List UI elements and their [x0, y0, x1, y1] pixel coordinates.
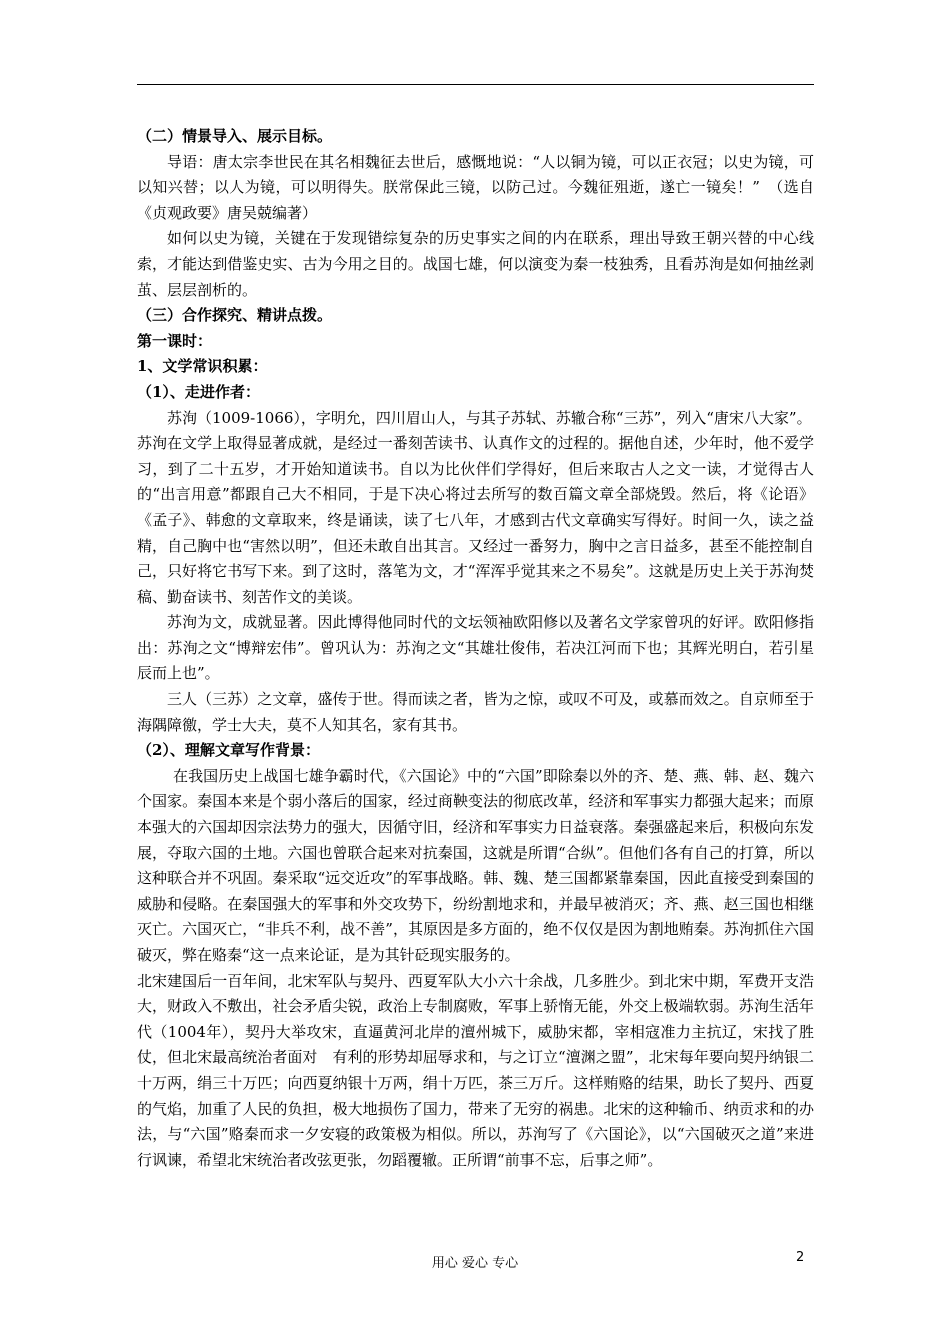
page-number: 2: [796, 1250, 805, 1265]
paragraph: 导语：唐太宗李世民在其名相魏征去世后，感慨地说：“人以铜为镜，可以正衣冠；以史为镜，可以知兴替；以人为镜，可以明得失。朕常保此三镜，以防己过。今魏征殂逝，遂亡一镜矣！” （选自《贞观政要》唐吴兢编著）: [137, 152, 814, 222]
item-heading: 1、文学常识积累：: [137, 357, 268, 376]
paragraph: 苏洵为文，成就显著。因此博得他同时代的文坛领袖欧阳修以及著名文学家曾巩的好评。欧阳修指出：苏洵之文“博辩宏伟”。曾巩认为：苏洵之文“其雄壮俊伟，若决江河而下也；其辉光明白，若引星辰而上也”。: [137, 613, 814, 683]
paragraph: 苏洵（1009-1066），字明允，四川眉山人，与其子苏轼、苏辙合称“三苏”，列入“唐宋八大家”。: [167, 408, 812, 427]
lesson-heading: 第一课时：: [137, 331, 213, 350]
subitem-heading: （1）、走进作者：: [137, 382, 260, 401]
section-heading: （三）合作探究、精讲点拨。: [137, 306, 333, 325]
header-rule: [137, 84, 814, 85]
paragraph: 如何以史为镜，关键在于发现错综复杂的历史事实之间的内在联系，理出导致王朝兴替的中心线索，才能达到借鉴史实、古为今用之目的。战国七雄，何以演变为秦一枝独秀，且看苏洵是如何抽丝剥茧、层层剖析的。: [137, 229, 814, 299]
paragraph: 三人（三苏）之文章，盛传于世。得而读之者，皆为之惊，或叹不可及，或慕而效之。自京师至于海隅障徼，学士大夫，莫不人知其名，家有其书。: [137, 690, 814, 734]
paragraph: 北宋建国后一百年间，北宋军队与契丹、西夏军队大小六十余战，几多胜少。到北宋中期，军费开支浩大，财政入不敷出，社会矛盾尖锐，政治上专制腐败，军事上骄惰无能，外交上极端软弱。苏洵生活年代（1004年），契丹大举攻宋，直逼黄河北岸的澶州城下，威胁宋都，宰相寇准力主抗辽，宋找了胜仗，但北宋最高统治者面对 有利的形势却屈辱求和，与之订立“澶渊之盟”，北宋每年要向契丹纳银二十万两，绢三十万匹；向西夏纳银十万两，绢十万匹，茶三万斤。这样贿赂的结果，助长了契丹、西夏的气焰，加重了人民的负担，极大地损伤了国力，带来了无穷的祸患。北宋的这种输币、纳贡求和的办法，与“六国”赂秦而求一夕安寝的政策极为相似。所以，苏洵写了《六国论》，以“六国破灭之道”来进行讽谏，希望北宋统治者改弦更张，勿蹈覆辙。正所谓“前事不忘，后事之师”。: [137, 971, 814, 1169]
section-heading: （二）情景导入、展示目标。: [137, 127, 333, 145]
subitem-heading: （2）、理解文章写作背景：: [137, 741, 320, 760]
paragraph: 苏洵在文学上取得显著成就，是经过一番刻苦读书、认真作文的过程的。据他自述，少年时，他不爱学习，到了二十五岁，才开始知道读书。自以为比伙伴们学得好，但后来取古人之文一读，才觉得古人的“出言用意”都跟自己大不相同，于是下决心将过去所写的数百篇文章全部烧毁。然后，将《论语》《孟子》、韩愈的文章取来，终是诵读，读了七八年，才感到古代文章确实写得好。时间一久，读之益精，自己胸中也“害然以明”，但还未敢自出其言。又经过一番努力，胸中之言日益多，甚至不能控制自己，只好将它书写下来。到了这时，落笔为文，才“浑浑乎觉其来之不易矣”。这就是历史上关于苏洵焚稿、勤奋读书、刻苦作文的美谈。: [137, 434, 814, 606]
footer-motto: 用心 爱心 专心: [431, 1256, 519, 1271]
document-body: [137, 124, 814, 1173]
paragraph: 在我国历史上战国七雄争霸时代，《六国论》中的“六国”即除秦以外的齐、楚、燕、韩、赵、魏六个国家。秦国本来是个弱小落后的国家，经过商鞅变法的彻底改革，经济和军事实力都强大起来；而原本强大的六国却因宗法势力的强大，因循守旧，经济和军事实力日益衰落。秦强盛起来后，积极向东发展，夺取六国的土地。六国也曾联合起来对抗秦国，这就是所谓“合纵”。但他们各有自己的打算，所以这种联合并不巩固。秦采取“远交近攻”的军事战略。韩、魏、楚三国都紧靠秦国，因此直接受到秦国的威胁和侵略。在秦国强大的军事和外交攻势下，纷纷割地求和，并最早被消灭；齐、燕、赵三国也相继灭亡。六国灭亡，“非兵不利，战不善”，其原因是多方面的，绝不仅仅是因为割地贿秦。苏洵抓住六国破灭，弊在赂秦“这一点来论证，是为其针砭现实服务的。: [137, 766, 814, 964]
